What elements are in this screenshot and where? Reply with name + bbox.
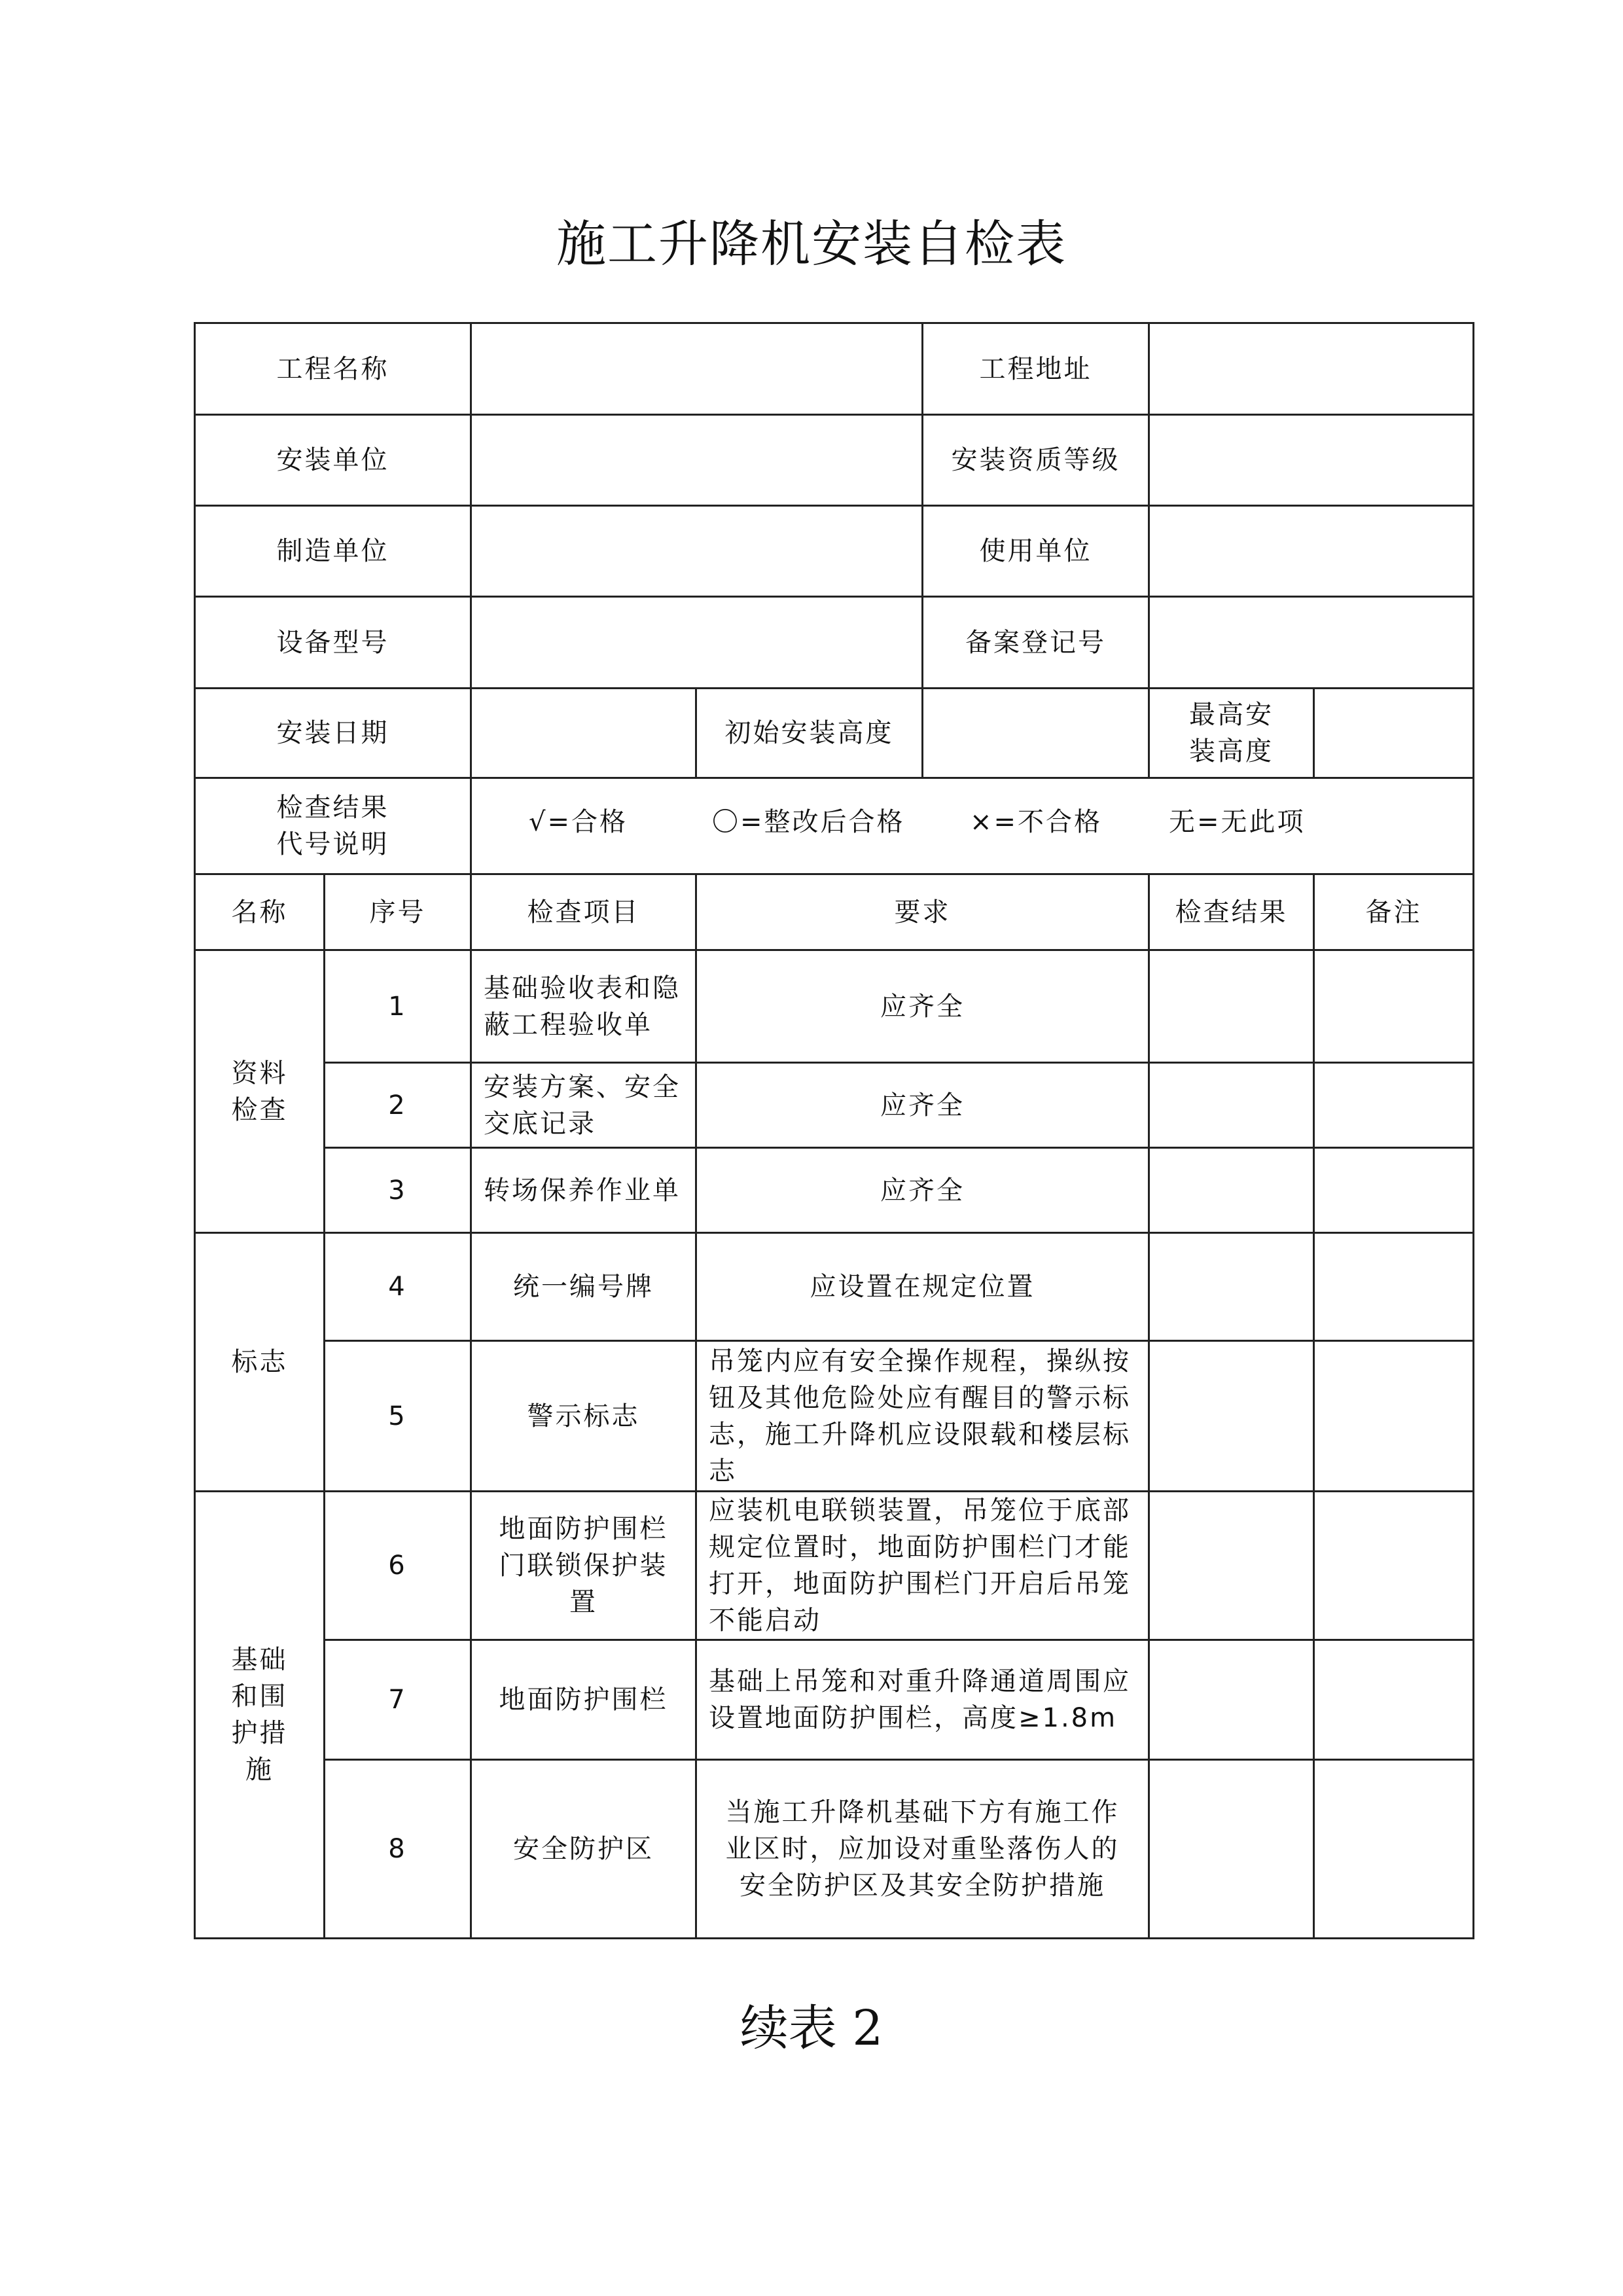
row-remark[interactable] (1315, 951, 1472, 1062)
label-project-name: 工程名称 (276, 353, 389, 384)
row-item: 安全防护区 (513, 1834, 654, 1864)
row-no: 4 (388, 1272, 407, 1302)
row-no: 1 (388, 991, 407, 1022)
row-remark[interactable] (1315, 1342, 1472, 1490)
group-foundation: 基础和围护措施 (231, 1645, 288, 1785)
label-installer: 安装单位 (276, 445, 389, 475)
label-equipment-model: 设备型号 (276, 627, 389, 658)
legend-pass: √=合格 (529, 807, 628, 837)
row-no: 2 (388, 1090, 407, 1121)
row-item: 基础验收表和隐蔽工程验收单 (484, 973, 681, 1040)
label-result-legend: 检查结果代号说明 (276, 793, 389, 859)
row-remark[interactable] (1315, 1064, 1472, 1147)
value-install-qualification[interactable] (1150, 416, 1472, 505)
row-requirement: 应装机电联锁装置，吊笼位于底部规定位置时，地面防护围栏门才能打开，地面防护围栏门开启后吊笼不能启动 (709, 1496, 1131, 1636)
row-no: 7 (388, 1685, 407, 1715)
label-install-qualification: 安装资质等级 (951, 445, 1120, 475)
label-registration-no: 备案登记号 (965, 627, 1106, 658)
value-initial-height[interactable] (923, 689, 1148, 777)
label-user-unit: 使用单位 (979, 536, 1092, 566)
label-manufacturer: 制造单位 (276, 536, 389, 566)
row-remark[interactable] (1315, 1761, 1472, 1937)
row-result[interactable] (1150, 1342, 1313, 1490)
row-requirement: 基础上吊笼和对重升降通道周围应设置地面防护围栏，高度≥1.8m (709, 1666, 1131, 1733)
legend-none: 无=无此项 (1169, 807, 1306, 837)
value-project-name[interactable] (472, 324, 921, 414)
row-result[interactable] (1150, 1761, 1313, 1937)
row-item: 统一编号牌 (513, 1272, 654, 1302)
row-no: 3 (388, 1175, 407, 1206)
row-requirement: 应齐全 (880, 1090, 965, 1121)
row-requirement: 应齐全 (880, 991, 965, 1022)
value-registration-no[interactable] (1150, 598, 1472, 687)
legend-rectified: 〇=整改后合格 (712, 807, 905, 837)
label-max-height: 最高安装高度 (1189, 700, 1274, 766)
row-no: 6 (388, 1551, 407, 1581)
row-no: 5 (388, 1401, 407, 1431)
group-documents: 资料检查 (231, 1058, 288, 1125)
value-user-unit[interactable] (1150, 507, 1472, 596)
row-item: 地面防护围栏 (499, 1685, 668, 1715)
row-remark[interactable] (1315, 1641, 1472, 1759)
row-item: 地面防护围栏门联锁保护装置 (499, 1514, 668, 1617)
row-result[interactable] (1150, 1149, 1313, 1232)
value-equipment-model[interactable] (472, 598, 921, 687)
row-result[interactable] (1150, 1234, 1313, 1340)
label-project-address: 工程地址 (979, 353, 1092, 384)
row-item: 转场保养作业单 (484, 1175, 681, 1206)
col-result: 检查结果 (1175, 897, 1288, 927)
value-manufacturer[interactable] (472, 507, 921, 596)
page-title: 施工升降机安装自检表 (556, 215, 1067, 273)
row-no: 8 (388, 1834, 407, 1864)
col-item: 检查项目 (527, 897, 640, 927)
row-requirement: 当施工升降机基础下方有施工作业区时，应加设对重坠落伤人的安全防护区及其安全防护措施 (725, 1797, 1120, 1901)
row-result[interactable] (1150, 1641, 1313, 1759)
value-install-date[interactable] (472, 689, 695, 777)
group-signs: 标志 (231, 1347, 288, 1377)
row-requirement: 应设置在规定位置 (810, 1272, 1035, 1302)
col-no: 序号 (369, 897, 426, 927)
continuation-caption: 续表 2 (740, 2000, 883, 2056)
col-requirement: 要求 (894, 897, 951, 927)
row-requirement: 吊笼内应有安全操作规程，操纵按钮及其他危险处应有醒目的警示标志，施工升降机应设限载和楼层标志 (709, 1346, 1131, 1486)
row-item: 安装方案、安全交底记录 (484, 1071, 681, 1139)
value-project-address[interactable] (1150, 324, 1472, 414)
row-result[interactable] (1150, 1064, 1313, 1147)
row-item: 警示标志 (527, 1401, 640, 1431)
row-result[interactable] (1150, 951, 1313, 1062)
row-remark[interactable] (1315, 1492, 1472, 1639)
label-install-date: 安装日期 (276, 718, 389, 748)
row-remark[interactable] (1315, 1234, 1472, 1340)
row-remark[interactable] (1315, 1149, 1472, 1232)
row-result[interactable] (1150, 1492, 1313, 1639)
row-requirement: 应齐全 (880, 1175, 965, 1206)
col-name: 名称 (231, 897, 288, 927)
value-installer[interactable] (472, 416, 921, 505)
col-remark: 备注 (1365, 897, 1422, 927)
legend-fail: ×=不合格 (970, 807, 1103, 837)
value-max-height[interactable] (1315, 689, 1472, 777)
label-initial-height: 初始安装高度 (724, 718, 894, 748)
